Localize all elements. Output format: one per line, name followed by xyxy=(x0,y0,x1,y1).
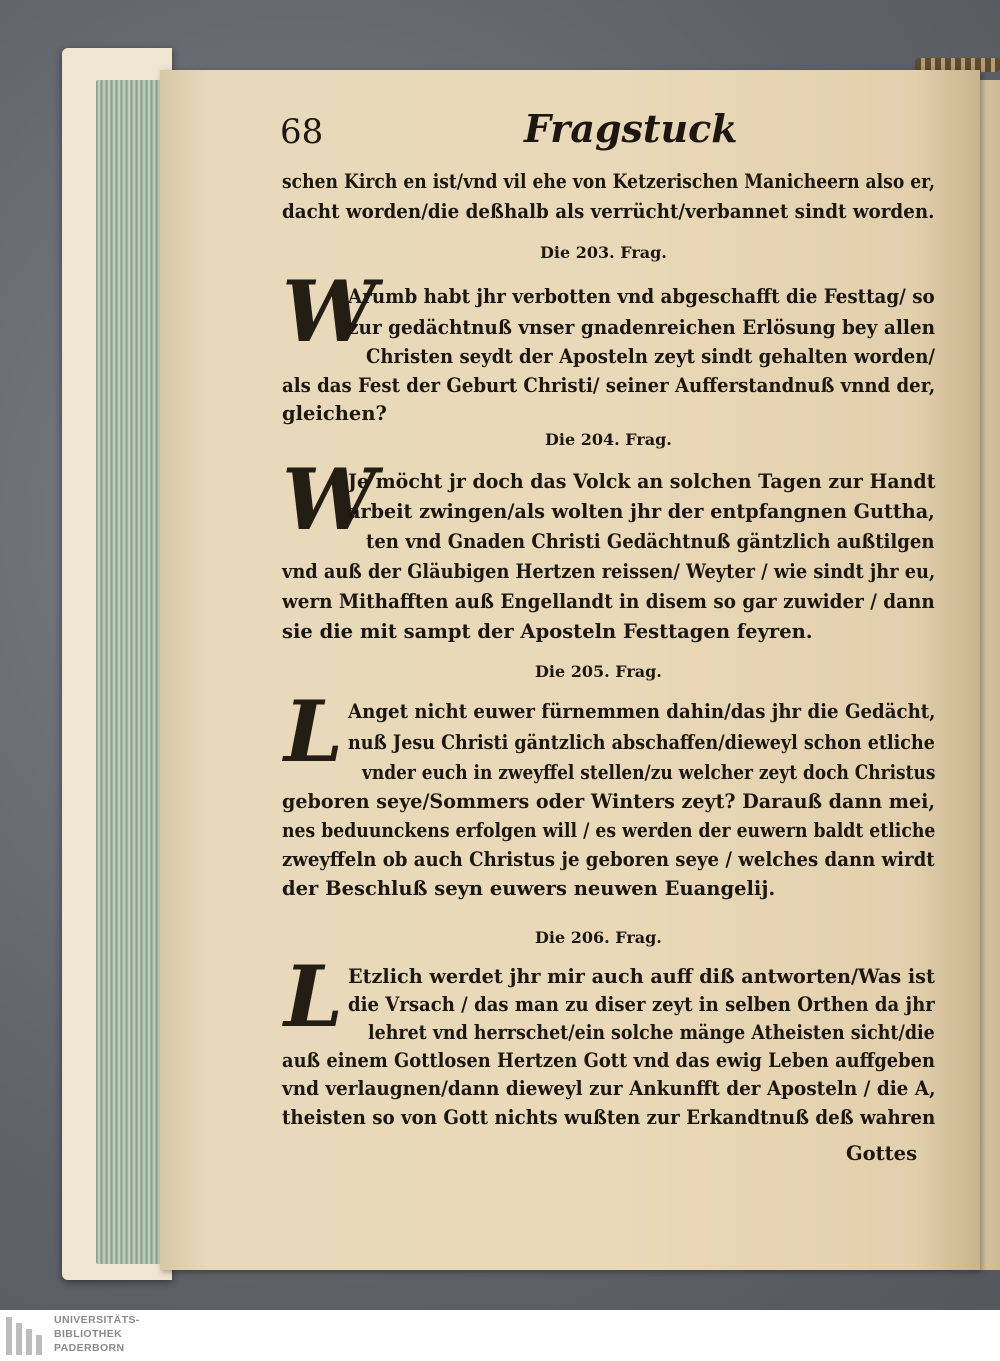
text-line: die Vrsach / das man zu diser zeyt in selben Orthen da jhr xyxy=(348,993,935,1016)
text-line: zweyffeln ob auch Christus je geboren seye / welches dann wirdt xyxy=(282,848,935,871)
page-edges xyxy=(96,80,162,1264)
question-heading: Die 203. Frag. xyxy=(540,243,667,262)
text-line: Arumb habt jhr verbotten vnd abgeschafft die Festtag/ so xyxy=(348,285,935,308)
page-number: 68 xyxy=(280,112,324,152)
library-footer xyxy=(0,1310,1000,1361)
decorated-initial: L xyxy=(284,682,344,781)
text-line: Je möcht jr doch das Volck an solchen Tagen zur Handt xyxy=(348,470,936,493)
text-line: theisten so von Gott nichts wußten zur Erkandtnuß deß wahren xyxy=(282,1106,936,1129)
question-heading: Die 205. Frag. xyxy=(535,662,662,681)
decorated-initial: W xyxy=(282,262,377,361)
text-line: vnd verlaugnen/dann dieweyl zur Ankunfft der Aposteln / die A, xyxy=(282,1077,936,1100)
question-heading: Die 204. Frag. xyxy=(545,430,672,449)
text-line: der Beschluß seyn euwers neuwen Euangelij. xyxy=(282,877,776,900)
text-line: Christen seydt der Aposteln zeyt sindt gehalten worden/ xyxy=(366,345,936,368)
text-line: zur gedächtnuß vnser gnadenreichen Erlösung bey allen xyxy=(348,316,936,339)
text-line: nuß Jesu Christi gäntzlich abschaffen/dieweyl schon etliche xyxy=(348,731,935,754)
text-line: ten vnd Gnaden Christi Gedächtnuß gäntzlich außtilgen xyxy=(366,530,935,553)
decorated-initial: W xyxy=(282,450,377,549)
library-logo-icon xyxy=(6,1317,46,1355)
library-name-line2: BIBLIOTHEK xyxy=(54,1328,123,1340)
text-line: lehret vnd herrschet/ein solche mänge Atheisten sicht/die xyxy=(368,1021,935,1044)
question-heading: Die 206. Frag. xyxy=(535,928,662,947)
text-line: schen Kirch en ist/vnd vil ehe von Ketzerischen Manicheern also er, xyxy=(282,170,935,193)
library-name-line1: UNIVERSITÄTS- xyxy=(54,1314,140,1326)
text-line: sie die mit sampt der Aposteln Festtagen feyren. xyxy=(282,620,813,643)
text-line: auß einem Gottlosen Hertzen Gott vnd das ewig Leben auffgeben xyxy=(282,1049,936,1072)
text-line: als das Fest der Geburt Christi/ seiner Aufferstandnuß vnnd der, xyxy=(282,374,936,397)
text-line: vnder euch in zweyffel stellen/zu welcher zeyt doch Christus xyxy=(362,761,936,784)
library-name-line3: PADERBORN xyxy=(54,1342,125,1354)
catchword: Gottes xyxy=(846,1142,918,1165)
running-head: Fragstuck xyxy=(524,106,738,151)
text-line: nes beduunckens erfolgen will / es werden der euwern baldt etliche xyxy=(282,819,936,842)
text-line: gleichen? xyxy=(282,402,387,425)
text-line: dacht worden/die deßhalb als verrücht/verbannet sindt worden. xyxy=(282,200,935,223)
decorated-initial: L xyxy=(284,947,344,1046)
text-line: Anget nicht euwer fürnemmen dahin/das jhr die Gedächt, xyxy=(348,700,936,723)
text-line: arbeit zwingen/als wolten jhr der entpfangnen Guttha, xyxy=(348,500,935,523)
text-line: Etzlich werdet jhr mir auch auff diß antworten/Was ist xyxy=(348,965,935,988)
text-line: geboren seye/Sommers oder Winters zeyt? Darauß dann mei, xyxy=(282,790,935,813)
text-line: wern Mithafften auß Engellandt in disem so gar zuwider / dann xyxy=(282,590,935,613)
text-line: vnd auß der Gläubigen Hertzen reissen/ Weyter / wie sindt jhr eu, xyxy=(282,560,936,583)
